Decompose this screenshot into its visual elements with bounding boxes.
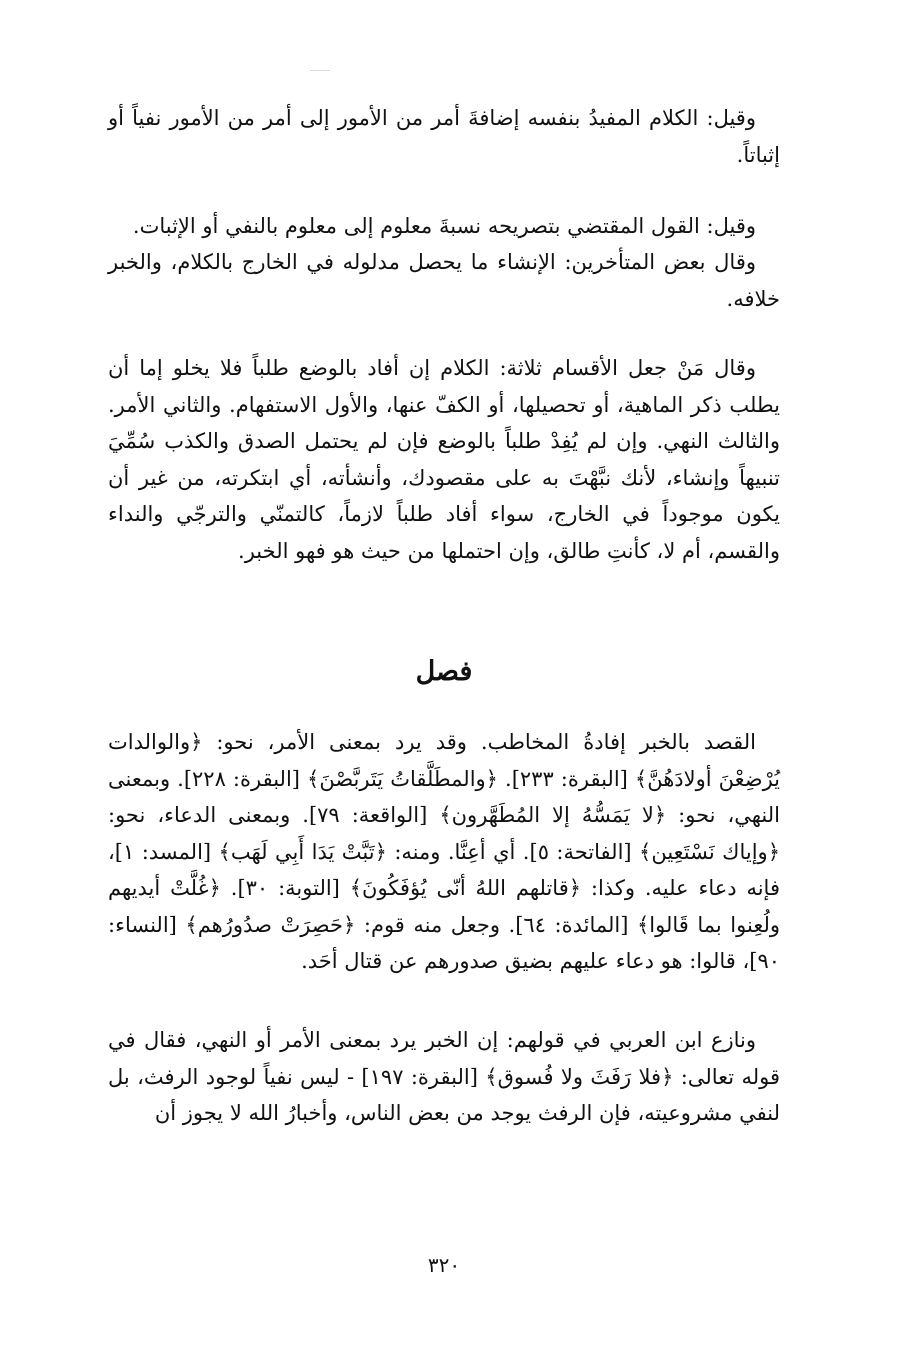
- paragraph-text: وقيل: القول المقتضي بتصريحه نسبةَ معلوم إلى معلوم بالنفي أو الإثبات.: [132, 214, 756, 238]
- top-scan-mark: [310, 70, 330, 71]
- paragraph-purpose-of-khabar: [108, 724, 780, 980]
- paragraph-text: وقال بعض المتأخرين: الإنشاء ما يحصل مدلوله في الخارج بالكلام، والخبر خلافه.: [108, 250, 780, 311]
- paragraph-text: القصد بالخبر إفادةُ المخاطب. وقد يرد بمعنى الأمر، نحو: ﴿والوالدات يُرْضِعْنَ أولادَهُنَّ﴾ [البقرة: ٢٣٣]. ﴿والمطَلَّقاتُ يَتَربَّصْنَ﴾ [البقرة: ٢٢٨]. وبمعنى النهي، نحو: ﴿لا يَمَسُّهُ إلا المُطَهَّرون﴾ [الواقعة: ٧٩]. وبمعنى الدعاء، نحو: ﴿وإياك نَسْتَعِين﴾ [الفاتحة: ٥]. أي أعِنَّا. ومنه: ﴿تَبَّتْ يَدَا أَبِي لَهَب﴾ [المسد: ١]، فإنه دعاء عليه. وكذا: ﴿قاتلهم اللهُ أنّى يُؤفَكُونَ﴾ [التوبة: ٣٠]. ﴿غُلَّتْ أيديهم ولُعِنوا بما قَالوا﴾ [المائدة: ٦٤]. وجعل منه قوم: ﴿حَصِرَتْ صدُورُهم﴾ [النساء: ٩٠]، قالوا: هو دعاء عليهم بضيق صدورهم عن قتال أحَد.: [108, 730, 781, 973]
- paragraph-three-divisions: [108, 350, 780, 569]
- page-number: ٣٢٠: [427, 1253, 461, 1277]
- paragraph-definition-1: [108, 100, 780, 173]
- paragraph-text: وقال مَنْ جعل الأقسام ثلاثة: الكلام إن أفاد بالوضع طلباً فلا يخلو إما أن يطلب ذكر الماهية، أو تحصيلها، أو الكفّ عنها، والأول الاستفهام. والثاني الأمر. والثالث النهي. وإن لم يُفِدْ طلباً بالوضع فإن لم يحتمل الصدق والكذب سُمِّيَ تنبيهاً وإنشاء، لأنك نبَّهْتَ به على مقصودك، وأنشأته، أي ابتكرته، من غير أن يكون موجوداً في الخارج، سواء أفاد طلباً لازماً، كالتمنّي والترجّي والنداء والقسم، أم لا، كأنتِ طالق، وإن احتملها من حيث هو فهو الخبر.: [108, 356, 780, 563]
- paragraph-later-scholars: [108, 244, 780, 317]
- paragraph-ibn-al-arabi: [108, 1022, 780, 1132]
- paragraph-text: وقيل: الكلام المفيدُ بنفسه إضافةَ أمر من الأمور إلى أمر من الأمور نفياً أو إثباتاً.: [108, 106, 780, 167]
- section-heading: فصل: [415, 656, 473, 687]
- paragraph-definition-2: [108, 208, 780, 245]
- paragraph-text: ونازع ابن العربي في قولهم: إن الخبر يرد بمعنى الأمر أو النهي، فقال في قوله تعالى: ﴿فلا رَفَثَ ولا فُسوق﴾ [البقرة: ١٩٧] - ليس نفياً لوجود الرفث، بل لنفي مشروعيته، فإن الرفث يوجد من بعض الناس، وأخبارُ الله لا يجوز أن: [108, 1028, 780, 1125]
